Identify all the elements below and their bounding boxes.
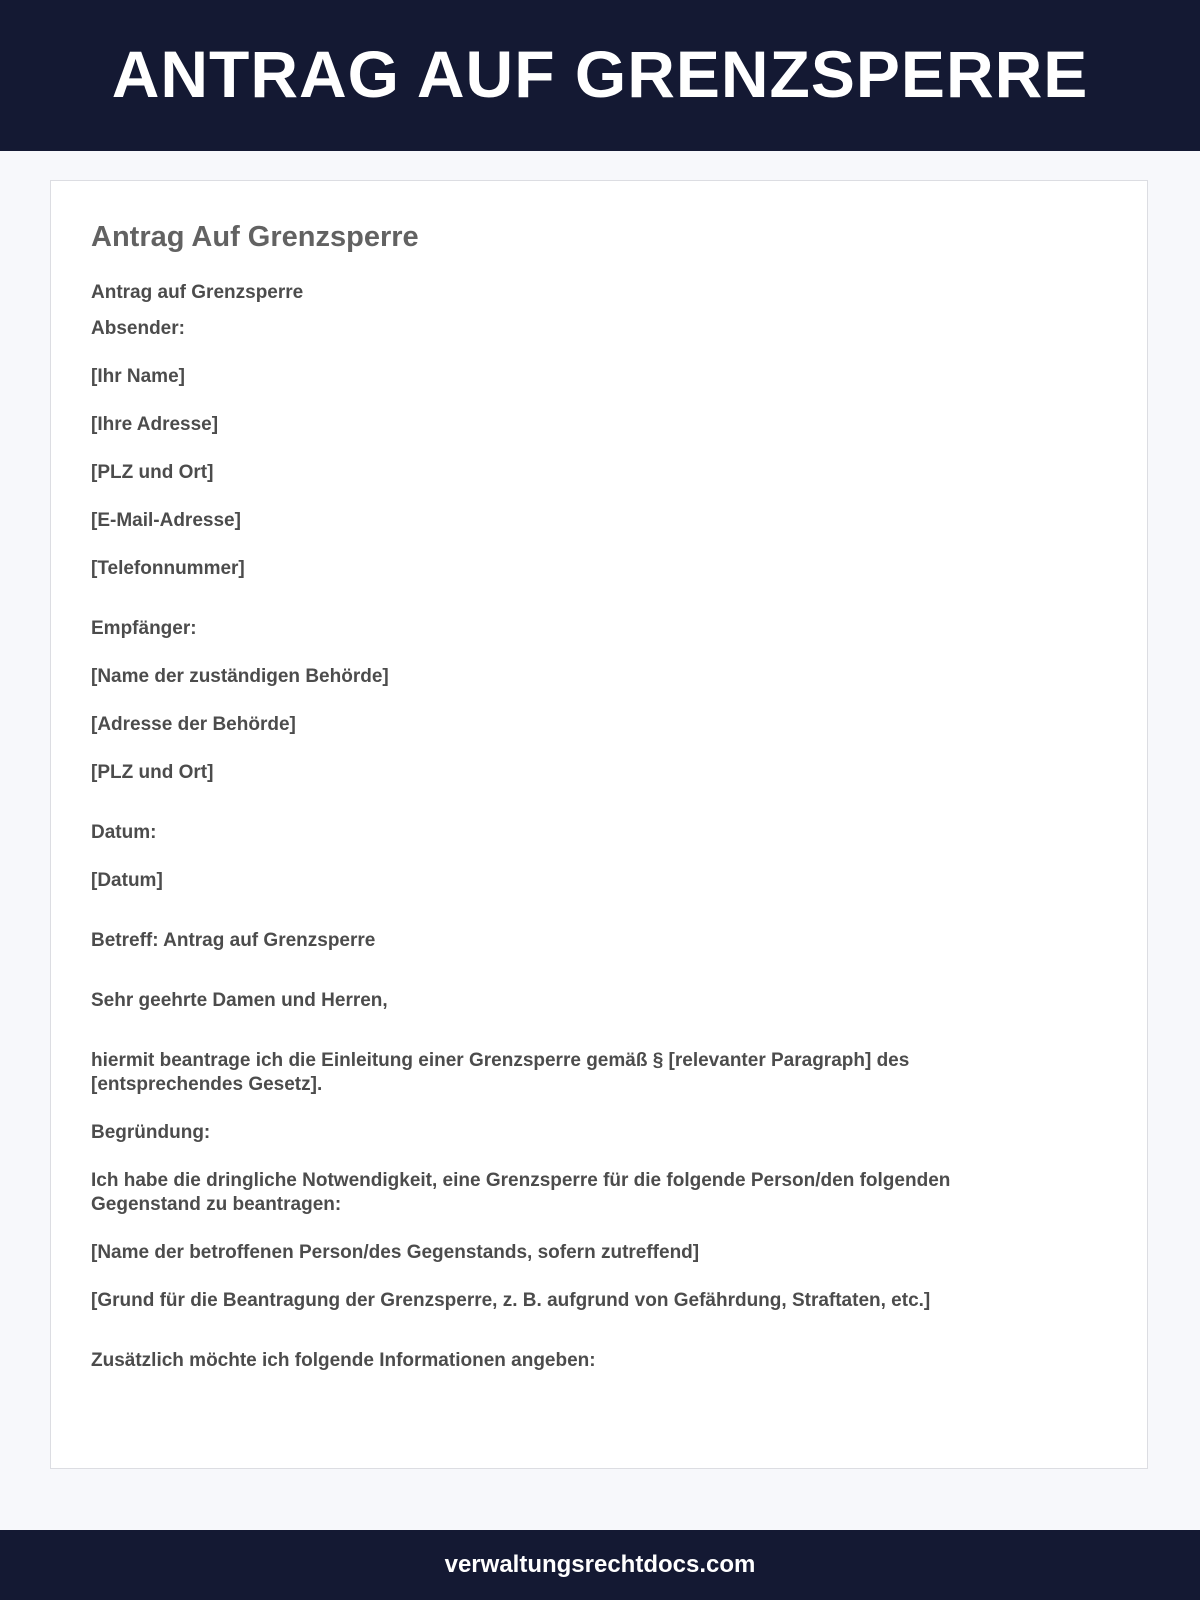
- document-card: [50, 180, 1148, 1469]
- reason-label: Begründung:: [91, 1122, 211, 1143]
- header-title: ANTRAG AUF GRENZSPERRE: [111, 36, 1089, 111]
- recipient-address: [Adresse der Behörde]: [91, 714, 296, 735]
- recipient-label: Empfänger:: [91, 618, 197, 639]
- date-value: [Datum]: [91, 870, 163, 891]
- sender-address: [Ihre Adresse]: [91, 414, 219, 435]
- recipient-city: [PLZ und Ort]: [91, 762, 214, 783]
- document-subtitle: Antrag auf Grenzsperre: [91, 282, 304, 303]
- reason-paragraph: Ich habe die dringliche Notwendigkeit, eine Grenzsperre für die folgende Person/den folgenden Gegenstand zu beantragen:: [91, 1170, 951, 1215]
- intro-paragraph: hiermit beantrage ich die Einleitung einer Grenzsperre gemäß § [relevanter Paragraph] des [entsprechendes Gesetz].: [91, 1050, 910, 1095]
- sender-label: Absender:: [91, 318, 185, 339]
- sender-name: [Ihr Name]: [91, 366, 185, 387]
- affected-placeholder: [Name der betroffenen Person/des Gegenstands, sofern zutreffend]: [91, 1242, 700, 1263]
- subject-line: Betreff: Antrag auf Grenzsperre: [91, 930, 376, 951]
- document-title: Antrag Auf Grenzsperre: [91, 221, 419, 253]
- document-body: [91, 281, 1011, 1373]
- page-footer: [0, 1530, 1200, 1600]
- additional-info: Zusätzlich möchte ich folgende Informationen angeben:: [91, 1350, 596, 1371]
- page-header: [0, 0, 1200, 151]
- reason-detail-placeholder: [Grund für die Beantragung der Grenzsperre, z. B. aufgrund von Gefährdung, Straftaten, etc.]: [91, 1290, 931, 1311]
- footer-site-link[interactable]: verwaltungsrechtdocs.com: [444, 1551, 756, 1578]
- sender-email: [E-Mail-Adresse]: [91, 510, 241, 531]
- salutation: Sehr geehrte Damen und Herren,: [91, 990, 388, 1011]
- sender-phone: [Telefonnummer]: [91, 558, 245, 579]
- recipient-authority: [Name der zuständigen Behörde]: [91, 666, 389, 687]
- sender-city: [PLZ und Ort]: [91, 462, 214, 483]
- date-label: Datum:: [91, 822, 157, 843]
